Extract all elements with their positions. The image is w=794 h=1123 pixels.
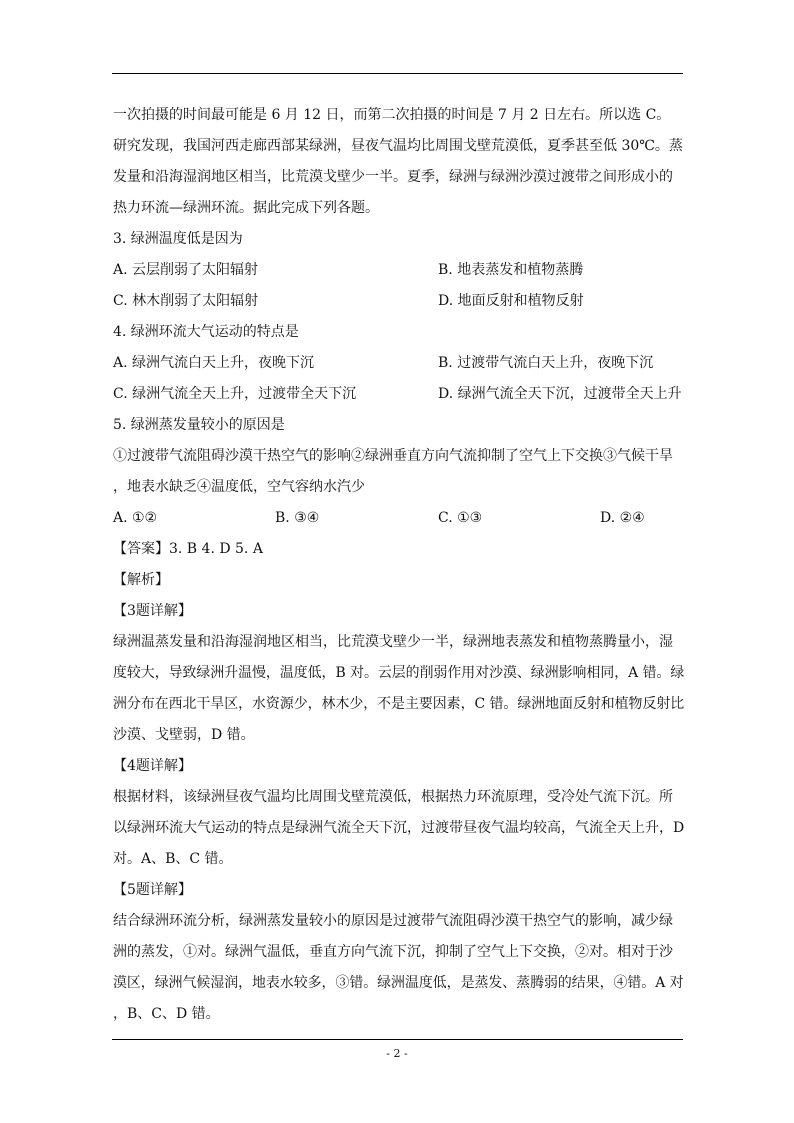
text-line: 热力环流—绿洲环流。据此完成下列各题。 (113, 200, 379, 216)
text-line: 沙漠、戈壁弱，D 错。 (113, 727, 255, 743)
q5-detail-heading: 【5题详解】 (113, 882, 192, 898)
question-5: 5. 绿洲蒸发量较小的原因是 (113, 417, 285, 433)
text-line: 漠区，绿洲气候湿润，地表水较多，③错。绿洲温度低，是蒸发、蒸腾弱的结果，④错。A 对 (113, 975, 684, 991)
text-line: 洲的蒸发，①对。绿洲气温低，垂直方向气流下沉，抑制了空气上下交换，②对。相对于沙 (113, 944, 673, 960)
text-line: 度较大，导致绿洲升温慢，温度低，B 对。云层的削弱作用对沙漠、绿洲影响相同，A 错。绿 (113, 665, 685, 681)
text-line: 根据材料，该绿洲昼夜气温均比周围戈壁荒漠低，根据热力环流原理，受冷处气流下沉。所 (113, 789, 673, 805)
text-line: ，地表水缺乏④温度低，空气容纳水汽少 (113, 479, 365, 495)
q3-detail-heading: 【3题详解】 (113, 603, 192, 619)
question-3: 3. 绿洲温度低是因为 (113, 231, 243, 247)
q4-option-a: A. 绿洲气流白天上升，夜晚下沉 (113, 355, 315, 371)
q4-option-c: C. 绿洲气流全天上升，过渡带全天下沉 (113, 386, 357, 402)
q5-option-c: C. ①③ (438, 510, 483, 526)
text-line: 结合绿洲环流分析，绿洲蒸发量较小的原因是过渡带气流阻碍沙漠干热空气的影响，减少绿 (113, 913, 673, 929)
q5-option-d: D. ②④ (600, 510, 645, 526)
answer-line: 【答案】3. B 4. D 5. A (113, 541, 263, 557)
q5-option-a: A. ①② (113, 510, 158, 526)
q3-option-d: D. 地面反射和植物反射 (438, 293, 584, 309)
text-line: 发量和沿海湿润地区相当，比荒漠戈壁少一半。夏季，绿洲与绿洲沙漠过渡带之间形成小的 (113, 169, 673, 185)
q5-option-b: B. ③④ (275, 510, 320, 526)
text-line: 对。A、B、C 错。 (113, 851, 233, 867)
header-rule (112, 73, 683, 74)
page-number: - 2 - (386, 1047, 408, 1060)
text-line: 以绿洲环流大气运动的特点是绿洲气流全天下沉，过渡带昼夜气温均较高，气流全天上升，D (113, 820, 685, 836)
q3-option-a: A. 云层削弱了太阳辐射 (113, 262, 259, 278)
text-line: 洲分布在西北干旱区，水资源少，林木少，不是主要因素，C 错。绿洲地面反射和植物反射比 (113, 696, 685, 712)
question-4: 4. 绿洲环流大气运动的特点是 (113, 324, 299, 340)
q4-detail-heading: 【4题详解】 (113, 758, 192, 774)
q4-option-d: D. 绿洲气流全天下沉，过渡带全天上升 (438, 386, 682, 402)
footer-rule (112, 1039, 683, 1040)
text-line: 研究发现，我国河西走廊西部某绿洲，昼夜气温均比周围戈壁荒漠低，夏季甚至低 30℃。蒸 (113, 138, 683, 154)
q4-option-b: B. 过渡带气流白天上升，夜晚下沉 (438, 355, 654, 371)
text-line: 一次拍摄的时间最可能是 6 月 12 日，而第二次拍摄的时间是 7 月 2 日左右。所以选 C。 (113, 107, 671, 123)
text-line: 绿洲温蒸发量和沿海湿润地区相当，比荒漠戈壁少一半，绿洲地表蒸发和植物蒸腾量小，湿 (113, 634, 673, 650)
text-line: ①过渡带气流阻碍沙漠干热空气的影响②绿洲垂直方向气流抑制了空气上下交换③气候干旱 (113, 448, 673, 464)
q3-option-c: C. 林木削弱了太阳辐射 (113, 293, 259, 309)
text-line: ，B、C、D 错。 (113, 1006, 220, 1022)
analysis-heading: 【解析】 (113, 572, 169, 588)
q3-option-b: B. 地表蒸发和植物蒸腾 (438, 262, 584, 278)
